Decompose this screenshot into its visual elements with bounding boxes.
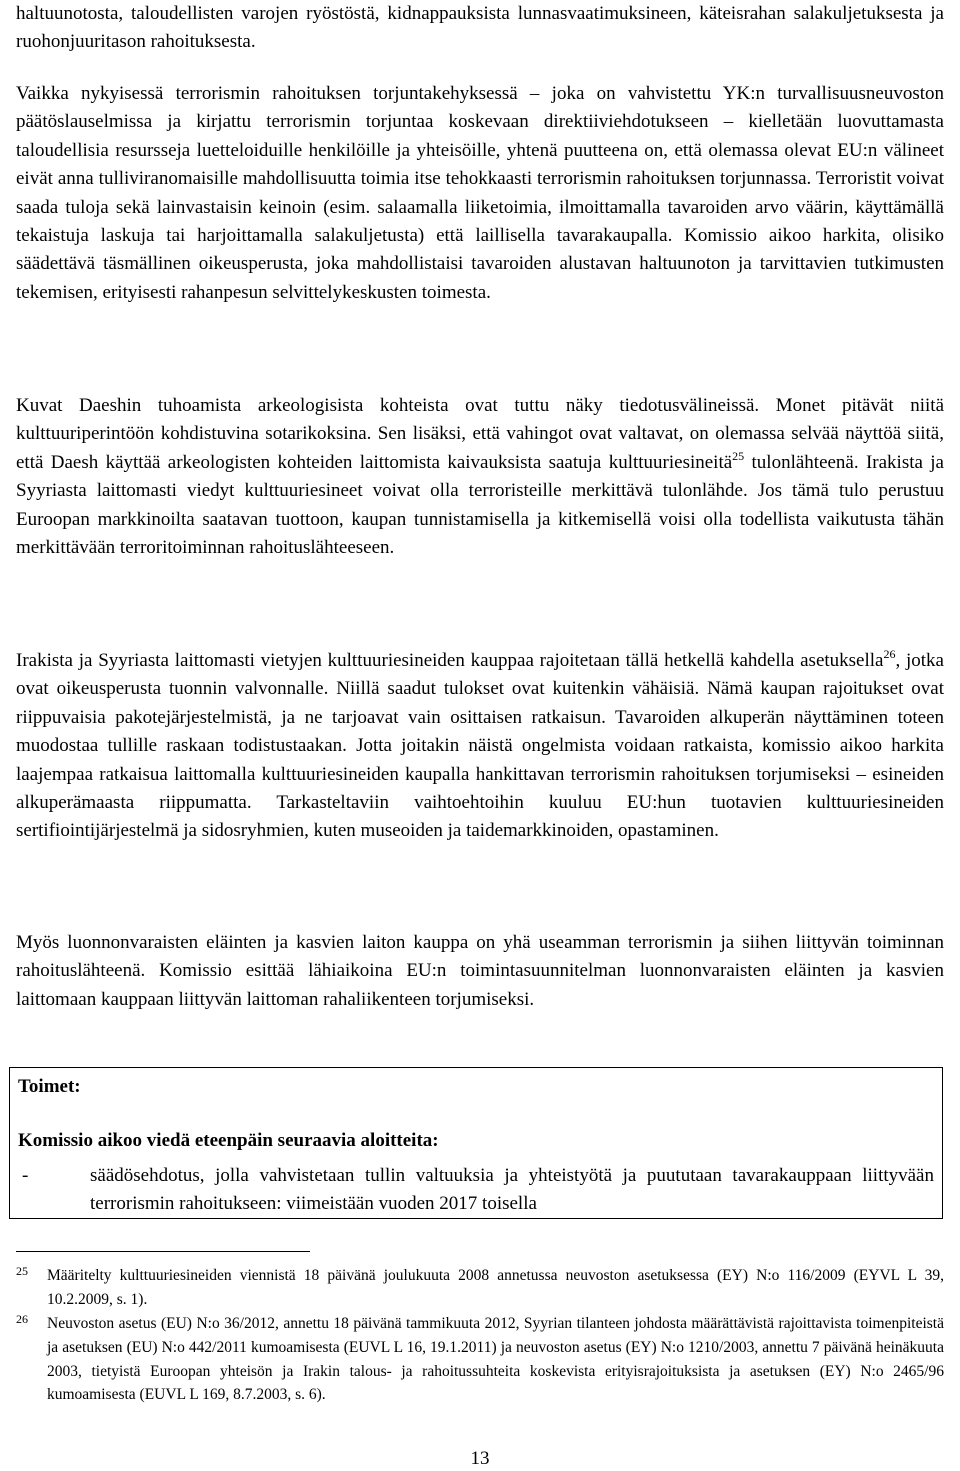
paragraph-3 bbox=[16, 392, 944, 562]
paragraph-4-text-b: , jotka ovat oikeusperusta tuonnin valvonnalle. Niillä saadut tulokset ovat kuitenkin vähäisiä. Nämä kaupan rajoitukset ovat riippuvaisia pakotejärjestelmistä, ja ne tarjoavat vain osittaisen ratkaisun. Tavaroiden alkuperän näyttäminen toteen muodostaa tullille raskaan todistustaakan. Jotta joitakin näistä ongelmista voidaan ratkaista, komissio aikoo harkita laajempaa ratkaisua laittomalla kulttuuriesineiden kaupalla hankittavan terrorismin rahoituksen torjumiseksi – esineiden alkuperämaasta riippumatta. Tarkasteltaviin vaihtoehtoihin kuuluu EU:hun tuotavien kulttuuriesineiden sertifiointijärjestelmä ja sidosryhmien, kuten museoiden ja taidemarkkinoiden, opastaminen. bbox=[16, 650, 944, 842]
actions-list-item-text: säädösehdotus, jolla vahvistetaan tullin valtuuksia ja yhteistyötä ja puututaan tavarakauppaan liittyvään terrorismin rahoitukseen: viimeistään vuoden 2017 toisella bbox=[90, 1165, 934, 1215]
footnote-number: 25 bbox=[16, 1264, 28, 1278]
paragraph-2: Vaikka nykyisessä terrorismin rahoituksen torjuntakehyksessä – joka on vahvistettu YK:n turvallisuusneuvoston päätöslauselmissa ja kirjattu terrorismin torjuntaa koskevaan direktiiviehdotukseen – kielletään luovuttamasta taloudellisia resursseja luetteloiduille henkilöille ja yhteisöille, yhtenä puutteena on, että olemassa olevat EU:n välineet eivät anna tulliviranomaisille mahdollisuutta toimia itse tehokkaasti terrorismin rahoituksen torjunnassa. Terroristit voivat saada tuloja sekä lainvastaisin keinoin (esim. salaamalla liiketoimia, ilmoittamalla tavaroiden arvo väärin, käyttämällä tekaistuja laskuja tai harjoittamalla salakuljetusta) että laillisella tavarakaupalla. Komissio aikoo harkita, olisiko säädettävä täsmällinen oikeusperusta, joka mahdollistaisi tavaroiden alustavan haltuunoton ja tarvittavien tutkimusten tekemisen, erityisesti rahanpesun selvittelykeskusten toimesta. bbox=[16, 83, 944, 303]
footnote-text: Määritelty kulttuuriesineiden viennistä 18 päivänä joulukuuta 2008 annetussa neuvoston asetuksessa (EY) N:o 116/2009 (EYVL L 39, 10.2.2009, s. 1). bbox=[47, 1267, 944, 1308]
paragraph-3-text-a: Kuvat Daeshin tuhoamista arkeologisista kohteista ovat tuttu näky tiedotusvälineissä. Monet pitävät niitä kulttuuriperintöön kohdistuvina sotarikoksina. Sen lisäksi, että vahingot ovat valtavat, on olemassa selvää näyttöä siitä, että Daesh käyttää arkeologisten kohteiden laittomista kaivauksista saatuja kulttuuriesineitä bbox=[16, 395, 944, 473]
footnote-number: 26 bbox=[16, 1312, 28, 1326]
actions-box-title: Toimet: bbox=[18, 1076, 81, 1097]
paragraph-3-text-b: tulonlähteenä. Irakista ja Syyriasta laittomasti viedyt kulttuuriesineet voivat olla terroristeille merkittävä tulonlähde. Jos tämä tulo perustuu Euroopan markkinoilta saatavan tuottoon, kaupan tunnistamisella ja kitkemisellä voisi olla todellista vaikutusta tähän merkittävään terroritoiminnan rahoituslähteeseen. bbox=[16, 451, 944, 559]
footnote-ref-26[interactable]: 26 bbox=[883, 647, 896, 661]
actions-box bbox=[9, 1067, 943, 1219]
footnote-text: Neuvoston asetus (EU) N:o 36/2012, annettu 18 päivänä tammikuuta 2012, Syyrian tilanteen johdosta määrättävistä rajoittavista toimenpiteistä ja asetuksen (EU) N:o 442/2011 kumoamisesta (EUVL L 16, 19.1.2011) ja neuvoston asetus (EY) N:o 1210/2003, annettu 7 päivänä heinäkuuta 2003, tietyistä Euroopan yhteisön ja Irakin talous- ja rahoitussuhteita koskevista erityisrajoituksista ja asetuksen (EY) N:o 2465/96 kumoamisesta (EUVL L 169, 8.7.2003, s. 6). bbox=[47, 1315, 944, 1404]
paragraph-4 bbox=[16, 647, 944, 846]
actions-box-subtitle: Komissio aikoo viedä eteenpäin seuraavia aloitteita: bbox=[18, 1130, 439, 1151]
paragraph-1: haltuunotosta, taloudellisten varojen ryöstöstä, kidnappauksista lunnasvaatimuksineen, käteisrahan salakuljetuksesta ja ruohonjuuritason rahoituksesta. bbox=[16, 3, 944, 53]
paragraph-4-text-a: Irakista ja Syyriasta laittomasti vietyjen kulttuuriesineiden kauppaa rajoitetaan tällä hetkellä kahdella asetuksella bbox=[16, 650, 884, 671]
paragraph-5: Myös luonnonvaraisten eläinten ja kasvien laiton kauppa on yhä useamman terrorismin ja siihen liittyvän toiminnan rahoituslähteenä. Komissio esittää lähiaikoina EU:n toimintasuunnitelman luonnonvaraisten eläinten ja kasvien laittomaan kauppaan liittyvän laittoman rahaliikenteen torjumiseksi. bbox=[16, 932, 944, 1010]
footnote-separator bbox=[16, 1251, 310, 1252]
page-number: 13 bbox=[470, 1448, 490, 1469]
list-dash: - bbox=[22, 1165, 29, 1186]
footnote-ref-25[interactable]: 25 bbox=[732, 448, 745, 463]
